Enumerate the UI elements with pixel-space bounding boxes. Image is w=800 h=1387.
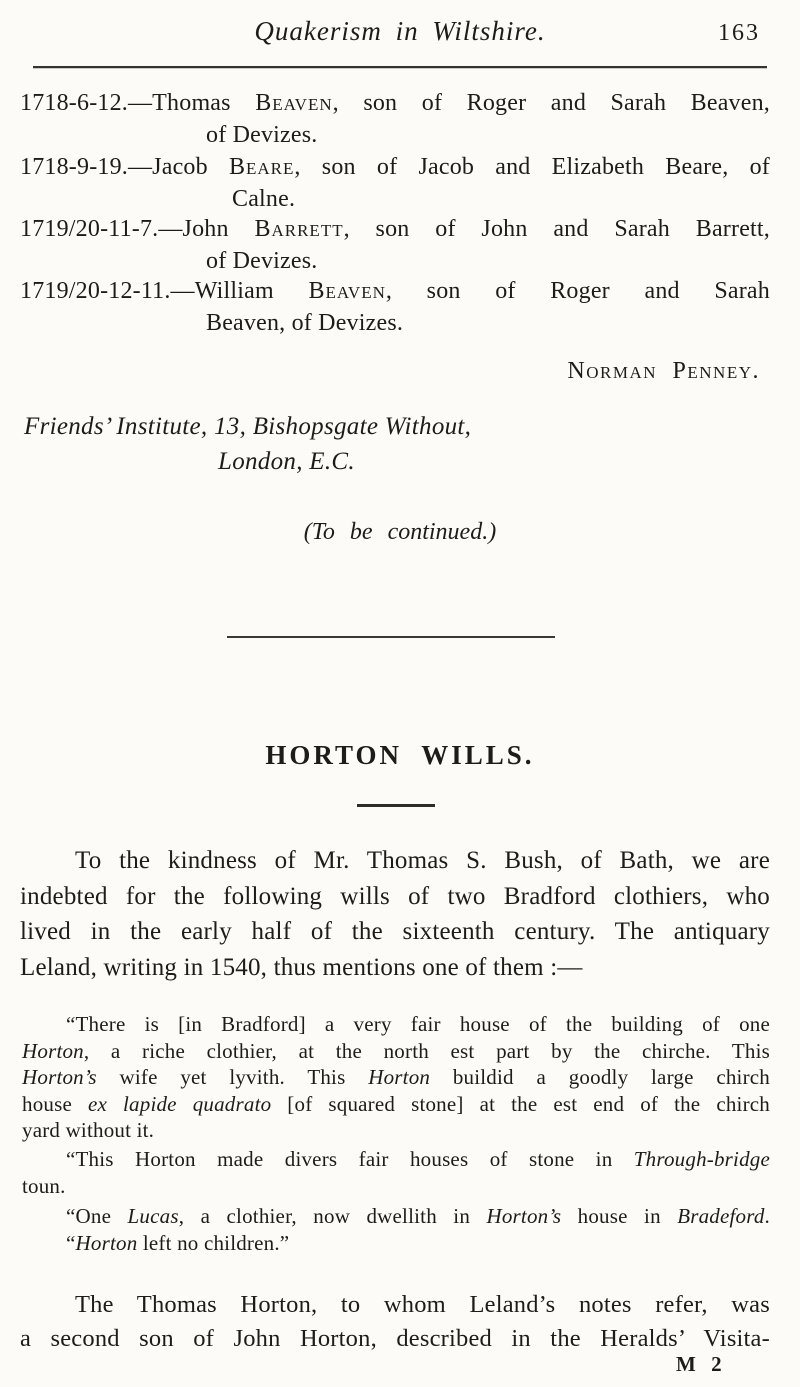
leland-quote-paragraph-4 <box>22 1230 770 1257</box>
paragraph-line: lived in the early half of the sixteenth century. The antiquary <box>20 918 770 945</box>
record-line: 1718-9-19.—Jacob Beare, son of Jacob and Elizabeth Beare, of <box>20 154 770 180</box>
paragraph-line: To the kindness of Mr. Thomas S. Bush, of Bath, we are <box>75 847 770 874</box>
record-line: 1718-6-12.—Thomas Beaven, son of Roger and Sarah Beaven, <box>20 90 770 116</box>
record-line: Beaven, of Devizes. <box>206 310 404 336</box>
running-header: Quakerism in Wiltshire. <box>254 16 546 46</box>
record-line: 1719/20-12-11.—William Beaven, son of Roger and Sarah <box>20 278 770 304</box>
leland-quote-paragraph-3 <box>22 1203 770 1230</box>
birth-record <box>20 87 770 151</box>
paragraph-line: indebted for the following wills of two Bradford clothiers, who <box>20 882 770 910</box>
quote-line: house ex lapide quadrato [of squared stone] at the est end of the chirch <box>22 1091 770 1116</box>
paragraph-line: The Thomas Horton, to whom Leland’s notes refer, was <box>75 1291 770 1318</box>
record-line: of Devizes. <box>206 122 318 148</box>
leland-quote-paragraph-1 <box>22 1011 770 1144</box>
printers-signature-mark: M 2 <box>676 1352 722 1376</box>
quote-line: “One Lucas, a clothier, now dwellith in Horton’s house in Bradeford. <box>66 1204 770 1228</box>
paragraph-line: Leland, writing in 1540, thus mentions one of them :— <box>20 953 583 981</box>
address-line-2: London, E.C. <box>218 448 355 475</box>
quote-line: yard without it. <box>22 1118 155 1142</box>
birth-record <box>20 275 770 339</box>
leland-quote-paragraph-2 <box>22 1146 770 1199</box>
quote-line: “This Horton made divers fair houses of stone in Through-bridge <box>66 1147 770 1171</box>
quote-line: “There is [in Bradford] a very fair house of the building of one <box>66 1012 770 1036</box>
author-signature: Norman Penney. <box>567 358 760 384</box>
birth-record <box>20 151 770 215</box>
page-number: 163 <box>718 20 760 46</box>
record-line: 1719/20-11-7.—John Barrett, son of John and Sarah Barrett, <box>20 216 770 242</box>
section-divider-rule <box>227 636 555 638</box>
paragraph-line: a second son of John Horton, described in the Heralds’ Visita- <box>20 1325 770 1352</box>
closing-paragraph <box>20 1288 770 1356</box>
intro-paragraph <box>20 843 770 985</box>
record-line: Calne. <box>232 186 296 212</box>
address-line-1: Friends’ Institute, 13, Bishopsgate Without, <box>24 413 472 440</box>
section-heading: HORTON WILLS. <box>265 740 535 770</box>
quote-line: “Horton left no children.” <box>66 1231 290 1255</box>
birth-record <box>20 213 770 277</box>
record-line: of Devizes. <box>206 248 318 274</box>
heading-rule <box>357 804 435 807</box>
quote-line: Horton, a riche clothier, at the north est part by the chirche. This <box>22 1038 770 1063</box>
to-be-continued-note: (To be continued.) <box>303 519 497 545</box>
quote-line: Horton’s wife yet lyvith. This Horton buildid a goodly large chirch <box>22 1065 771 1089</box>
quote-line: toun. <box>22 1173 66 1198</box>
header-rule <box>33 66 767 68</box>
